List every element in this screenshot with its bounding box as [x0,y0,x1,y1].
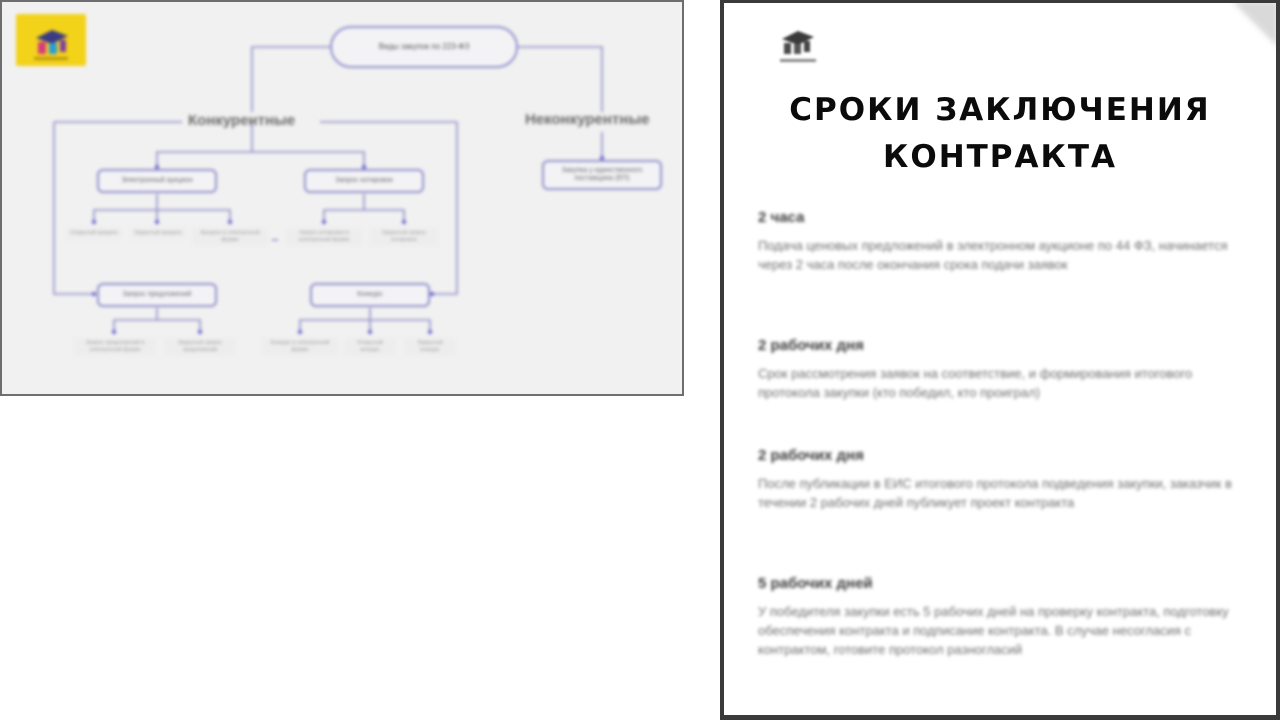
single-supplier-node: Закупка у единственного поставщика (ЕП) [542,160,662,190]
document-title [724,87,1276,181]
proposals-node: Запрос предложений [97,283,217,307]
diagram-root-node: Виды закупок по 223-ФЗ [330,26,518,68]
competitive-heading: Конкурентные [188,112,296,129]
term-description: У победителя закупки есть 5 рабочих дней на проверку контракта, подготовку обеспечения контракта и подписание контракта. В случае несогласия с контрактом, готовите протокол разногласий [758,604,1229,657]
document-title-line-2: КОНТРАКТА [883,139,1117,175]
term-section [758,447,1244,512]
tender-node: Конкурс [310,283,430,307]
diagram-logo [16,14,86,66]
term-section [758,337,1244,402]
term-section [758,209,1244,274]
auction-leaf: Аукцион в электронной форме [192,228,268,246]
tender-leaf: Открытый конкурс [344,338,396,356]
term-section [758,575,1244,659]
auction-leaf: Закрытый аукцион [130,228,186,239]
document-title-line-1: СРОКИ ЗАКЛЮЧЕНИЯ [789,92,1211,128]
auction-leaf: Открытый аукцион [66,228,122,239]
term-description: Срок рассмотрения заявок на соответствие, и формирования итогового протокола закупки (кто победил, кто проиграл) [758,366,1193,400]
logo-hat-icon [16,14,86,66]
term-heading: 2 рабочих дня [758,337,864,354]
term-description: Подача ценовых предложений в электронном аукционе по 44 ФЗ, начинается через 2 часа после окончания срока подачи заявок [758,238,1228,272]
logo-hat-icon [768,19,826,67]
term-heading: 5 рабочих дней [758,575,873,592]
term-heading: 2 рабочих дня [758,447,864,464]
page-curl-corner [1232,1,1278,47]
quotes-leaf: Запрос котировок в электронной форме [286,228,362,246]
proposals-leaf: Запрос предложений в электронной форме [74,338,156,356]
term-heading: 2 часа [758,209,805,226]
document-logo [768,19,826,67]
noncompetitive-heading: Неконкурентные [525,111,650,128]
quotes-node: Запрос котировок [304,169,424,193]
proposals-leaf: Закрытый запрос предложений [164,338,236,356]
term-description: После публикации в ЕИС итогового протокола подведения закупки, заказчик в течении 2 рабочих дней публикует проект контракта [758,476,1232,510]
quotes-leaf: Закрытый запрос котировок [370,228,438,246]
tender-leaf: Конкурс в электронной форме [262,338,338,356]
contract-terms-document [720,0,1280,720]
auction-node: Электронный аукцион [97,169,217,193]
procurement-diagram-image [0,0,684,396]
tender-leaf: Закрытый конкурс [404,338,456,356]
